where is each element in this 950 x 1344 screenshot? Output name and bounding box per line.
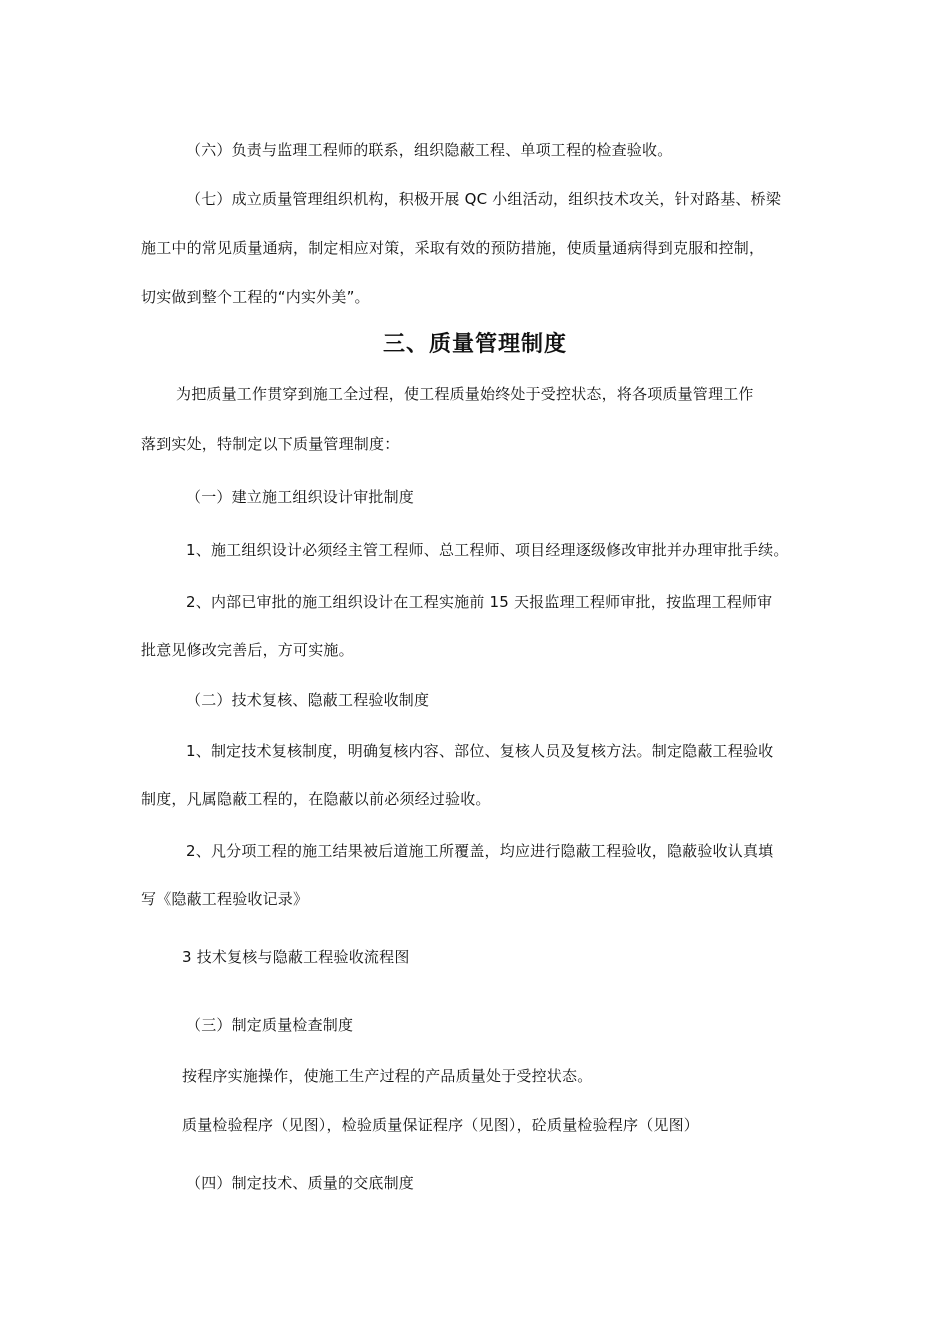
subsection-1-title: （一）建立施工组织设计审批制度: [186, 488, 415, 506]
paragraph-7-line-3: 切实做到整个工程的“内实外美”。: [141, 288, 370, 306]
subsection-1-item-2-line-2: 批意见修改完善后，方可实施。: [141, 641, 354, 659]
subsection-3-line-2: 质量检验程序（见图），检验质量保证程序（见图），砼质量检验程序（见图）: [182, 1116, 700, 1134]
subsection-2-item-2-line-2: 写《隐蔽工程验收记录》: [141, 890, 309, 908]
subsection-2-item-2-line-1: 2、凡分项工程的施工结果被后道施工所覆盖，均应进行隐蔽工程验收，隐蔽验收认真填: [186, 842, 774, 860]
section-title: 三、质量管理制度: [382, 332, 567, 357]
paragraph-6: （六）负责与监理工程师的联系，组织隐蔽工程、单项工程的检查验收。: [186, 141, 673, 159]
subsection-3-title: （三）制定质量检查制度: [186, 1016, 354, 1034]
subsection-2-title: （二）技术复核、隐蔽工程验收制度: [186, 691, 430, 709]
intro-line-2: 落到实处，特制定以下质量管理制度：: [141, 435, 400, 453]
subsection-1-item-2-line-1: 2、内部已审批的施工组织设计在工程实施前 15 天报监理工程师审批，按监理工程师审: [186, 593, 773, 611]
subsection-4-title: （四）制定技术、质量的交底制度: [186, 1174, 415, 1192]
subsection-2-item-3: 3 技术复核与隐蔽工程验收流程图: [182, 948, 410, 966]
subsection-2-item-1-line-2: 制度，凡属隐蔽工程的，在隐蔽以前必须经过验收。: [141, 790, 491, 808]
intro-line-1: 为把质量工作贯穿到施工全过程，使工程质量始终处于受控状态，将各项质量管理工作: [176, 385, 754, 403]
subsection-2-item-1-line-1: 1、制定技术复核制度，明确复核内容、部位、复核人员及复核方法。制定隐蔽工程验收: [186, 742, 774, 760]
paragraph-7-line-1: （七）成立质量管理组织机构，积极开展 QC 小组活动，组织技术攻关，针对路基、桥梁: [186, 190, 782, 208]
subsection-1-item-1: 1、施工组织设计必须经主管工程师、总工程师、项目经理逐级修改审批并办理审批手续。: [186, 541, 789, 559]
paragraph-7-line-2: 施工中的常见质量通病，制定相应对策，采取有效的预防措施，使质量通病得到克服和控制，: [141, 239, 765, 257]
subsection-3-line-1: 按程序实施操作，使施工生产过程的产品质量处于受控状态。: [182, 1067, 593, 1085]
